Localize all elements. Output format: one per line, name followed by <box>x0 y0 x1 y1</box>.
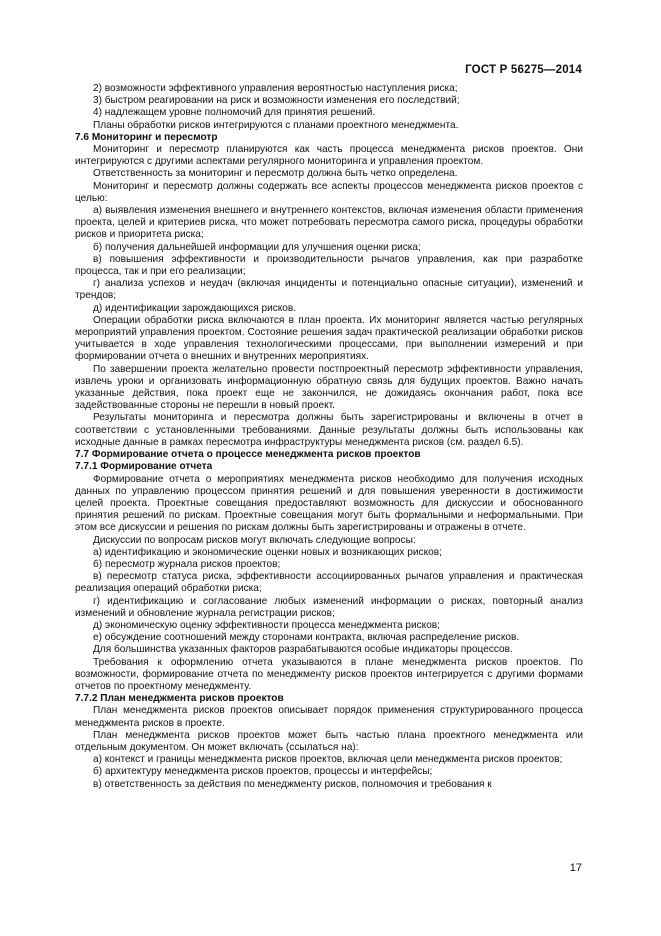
page-number: 17 <box>569 862 582 874</box>
list-item: 3) быстром реагировании на риск и возможности изменения его последствий; <box>93 95 460 107</box>
document-header: ГОСТ Р 56275—2014 <box>465 64 582 76</box>
document-body <box>75 83 583 791</box>
subsection-heading: 7.7.1 Формирование отчета <box>75 461 213 473</box>
paragraph: Мониторинг и пересмотр должны содержать все аспекты процессов менеджмента рисков проектов с целью: <box>75 180 583 204</box>
paragraph: План менеджмента рисков проектов может быть частью плана проектного менеджмента или отдельным документом. Он может включать (ссылаться на): <box>75 729 583 753</box>
list-item: б) архитектуру менеджмента рисков проектов, процессы и интерфейсы; <box>93 766 433 778</box>
paragraph: Дискуссии по вопросам рисков могут включать следующие вопросы: <box>93 534 416 546</box>
paragraph: Планы обработки рисков интегрируются с планами проектного менеджмента. <box>93 119 459 131</box>
list-item: в) ответственность за действия по менеджменту рисков, полномочия и требования к <box>93 778 492 790</box>
list-item: б) получения дальнейшей информации для улучшения оценки риска; <box>93 241 421 253</box>
list-item: в) повышения эффективности и производительности рычагов управления, как при разработке процесса, так и при его реализации; <box>75 253 583 278</box>
list-item: 4) надлежащем уровне полномочий для принятия решений. <box>93 107 376 119</box>
list-item: а) контекст и границы менеджмента рисков проектов, включая цели менеджмента рисков проектов; <box>93 754 563 766</box>
paragraph: По завершении проекта желательно провести постпроектный пересмотр эффективности управления, извлечь уроки и организовать информационную обратную связь для будущих проектов. Важно начать указанные действия, пока проект еще не закончился, не дожидаясь окончания работ, пока все задействованные стороны не перешли в новый проект. <box>75 363 583 412</box>
list-item: а) идентификацию и экономические оценки новых и возникающих рисков; <box>93 546 442 558</box>
paragraph: План менеджмента рисков проектов описывает порядок применения структурированного процесса менеджмента рисков в проекте. <box>75 705 583 729</box>
subsection-heading: 7.7.2 План менеджмента рисков проектов <box>75 693 284 705</box>
section-heading: 7.7 Формирование отчета о процессе менеджмента рисков проектов <box>75 449 421 461</box>
list-item: г) анализа успехов и неудач (включая инциденты и потенциально опасные ситуации), изменений и трендов; <box>75 278 583 302</box>
paragraph: Операции обработки риска включаются в план проекта. Их мониторинг является частью регулярных мероприятий управления проектом. Состояние решения задач практической реализации обработки рисков учитывается в ходе управления технологическими процессами, при выполнении измерений и при формировании отчета о внешних и внутренних мероприятиях. <box>75 314 583 363</box>
list-item: б) пересмотр журнала рисков проектов; <box>93 558 281 570</box>
paragraph: Ответственность за мониторинг и пересмотр должна быть четко определена. <box>93 168 458 180</box>
list-item: 2) возможности эффективного управления вероятностью наступления риска; <box>93 83 458 94</box>
list-item: г) идентификацию и согласование любых изменений информации о рисках, повторный анализ изменений и обновление журнала регистрации рисков; <box>75 595 583 619</box>
list-item: а) выявления изменения внешнего и внутреннего контекстов, включая изменения области применения проекта, целей и критериев риска, что может потребовать пересмотра самого риска, процедуры обработки рисков и приоритета риска; <box>75 205 583 241</box>
list-item: е) обсуждение соотношений между сторонами контракта, включая распределение рисков. <box>93 632 520 644</box>
list-item: д) экономическую оценку эффективности процесса менеджмента рисков; <box>93 619 440 631</box>
paragraph: Требования к оформлению отчета указываются в плане менеджмента рисков проектов. По возможности, формирование отчета по менеджменту рисков проектов интегрируется с другими формами отчетов по проектному менеджменту. <box>75 656 583 692</box>
section-heading: 7.6 Мониторинг и пересмотр <box>75 131 218 143</box>
paragraph: Формирование отчета о мероприятиях менеджмента рисков необходимо для получения исходных данных по управлению процессом принятия решений и для повышения уверенности в достижимости целей проекта. Проектные совещания предоставляют возможность для дискуссии и обоснованного принятия решений по рискам. Проектные совещания могут быть формальными и неформальными. При этом все дискуссии и решения по рискам должны быть зарегистрированы и отражены в отчете. <box>75 473 583 534</box>
list-item: в) пересмотр статуса риска, эффективности ассоциированных рычагов управления и практическая реализация операций обработки риска; <box>75 571 583 595</box>
paragraph: Мониторинг и пересмотр планируются как часть процесса менеджмента рисков проектов. Они интегрируются с другими аспектами регулярного мониторинга и управления проектом. <box>75 144 583 168</box>
paragraph: Для большинства указанных факторов разрабатываются особые индикаторы процессов. <box>93 644 513 656</box>
list-item: д) идентификации зарождающихся рисков. <box>93 302 297 314</box>
paragraph: Результаты мониторинга и пересмотра должны быть зарегистрированы и включены в отчет в соответствии с установленными требованиями. Данные результаты должны быть использованы как исходные данные в рамках пересмотра инфраструктуры менеджмента рисков (см. раздел 6.5). <box>75 412 583 448</box>
